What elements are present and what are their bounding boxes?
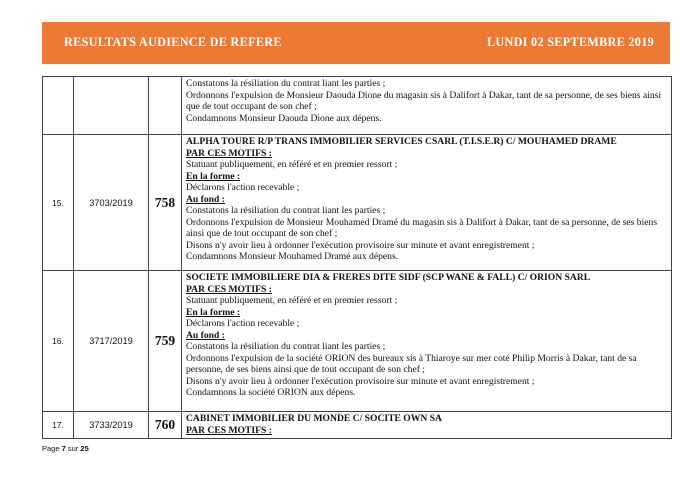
case-number: 16. xyxy=(43,271,74,412)
ordonnance-number: 760 xyxy=(149,412,182,439)
decision-line: Ordonnons l'expulsion de Monsieur Daouda Dione du magasin sis à Dalifort à Dakar, tant de sa personne, de ses biens ainsi que de tout occupant de son chef ; xyxy=(186,89,662,112)
case-title: SOCIETE IMMOBILIERE DIA & FRERES DITE SIDF (SCP WANE & FALL) C/ ORION SARL xyxy=(186,272,591,283)
decision-line: Constatons la résiliation du contrat liant les parties ; xyxy=(186,78,386,89)
table-row xyxy=(43,77,672,135)
ordonnance-number xyxy=(149,77,182,135)
decision-line: Statuant publiquement, en référé et en premier ressort ; xyxy=(186,159,398,170)
decision-line: Déclarons l'action recevable ; xyxy=(186,318,300,329)
case-number: 15. xyxy=(43,135,74,271)
rg-number: 3717/2019 xyxy=(74,271,149,412)
page-label: Page xyxy=(42,444,60,453)
decision-line: Statuant publiquement, en référé et en premier ressort ; xyxy=(186,295,398,306)
page-number: 7 xyxy=(61,444,66,453)
motifs-heading: PAR CES MOTIFS : xyxy=(186,147,272,159)
decision-line: Constatons la résiliation du contrat liant les parties ; xyxy=(186,205,386,216)
total-pages: 25 xyxy=(80,444,89,453)
decision-line: Disons n'y avoir lieu à ordonner l'exécution provisoire sur minute et avant enregistrement ; xyxy=(186,375,535,387)
decision-cell xyxy=(182,135,672,271)
case-number xyxy=(43,77,74,135)
decision-cell xyxy=(182,271,672,412)
ordonnance-number: 758 xyxy=(149,135,182,271)
decision-cell xyxy=(182,412,672,439)
motifs-heading: PAR CES MOTIFS : xyxy=(186,424,272,436)
forme-heading: En la forme : xyxy=(186,306,241,318)
decision-line: Condamnons Monsieur Daouda Dione aux dépens. xyxy=(186,112,382,124)
motifs-heading: PAR CES MOTIFS : xyxy=(186,283,272,295)
rg-number xyxy=(74,77,149,135)
table-row xyxy=(43,412,672,439)
decision-line: Disons n'y avoir lieu à ordonner l'exécution provisoire sur minute et avant enregistrement ; xyxy=(186,239,535,251)
rg-number: 3733/2019 xyxy=(74,412,149,439)
fond-heading: Au fond : xyxy=(186,329,225,341)
decision-line: Déclarons l'action recevable ; xyxy=(186,182,300,193)
decision-line: Condamnons Monsieur Mouhamed Dramé aux dépens. xyxy=(186,251,399,262)
results-table xyxy=(42,76,672,439)
header-date: LUNDI 02 SEPTEMBRE 2019 xyxy=(486,35,654,49)
table-row xyxy=(43,271,672,412)
decision-line: Ordonnons l'expulsion de Monsieur Mouhamed Dramé du magasin sis à Dalifort à Dakar, tant de sa personne, de ses biens ainsi que de tout occupant de son chef ; xyxy=(186,216,658,239)
header-banner xyxy=(42,22,670,64)
forme-heading: En la forme : xyxy=(186,170,241,182)
ordonnance-number: 759 xyxy=(149,271,182,412)
rg-number: 3703/2019 xyxy=(74,135,149,271)
fond-heading: Au fond : xyxy=(186,193,225,205)
case-title: ALPHA TOURE R/P TRANS IMMOBILIER SERVICES CSARL (T.I.S.E.R) C/ MOUHAMED DRAME xyxy=(186,136,617,147)
page-footer xyxy=(42,444,89,453)
decision-line: Constatons la résiliation du contrat liant les parties ; xyxy=(186,341,386,352)
page-sur-label: sur xyxy=(67,444,79,453)
decision-line: Ordonnons l'expulsion de la société ORION des bureaux sis à Thiaroye sur mer coté Philip Morris à Dakar, tant de sa personne, de ses biens ainsi que de tout occupant de son chef ; xyxy=(186,352,637,375)
table-row xyxy=(43,135,672,271)
case-title: CABINET IMMOBILIER DU MONDE C/ SOCITE OWN SA xyxy=(186,413,442,424)
decision-cell xyxy=(182,77,672,135)
header-left-title: RESULTATS AUDIENCE DE REFERE xyxy=(64,35,282,49)
decision-line: Condamnons la société ORION aux dépens. xyxy=(186,387,356,398)
case-number: 17. xyxy=(43,412,74,439)
